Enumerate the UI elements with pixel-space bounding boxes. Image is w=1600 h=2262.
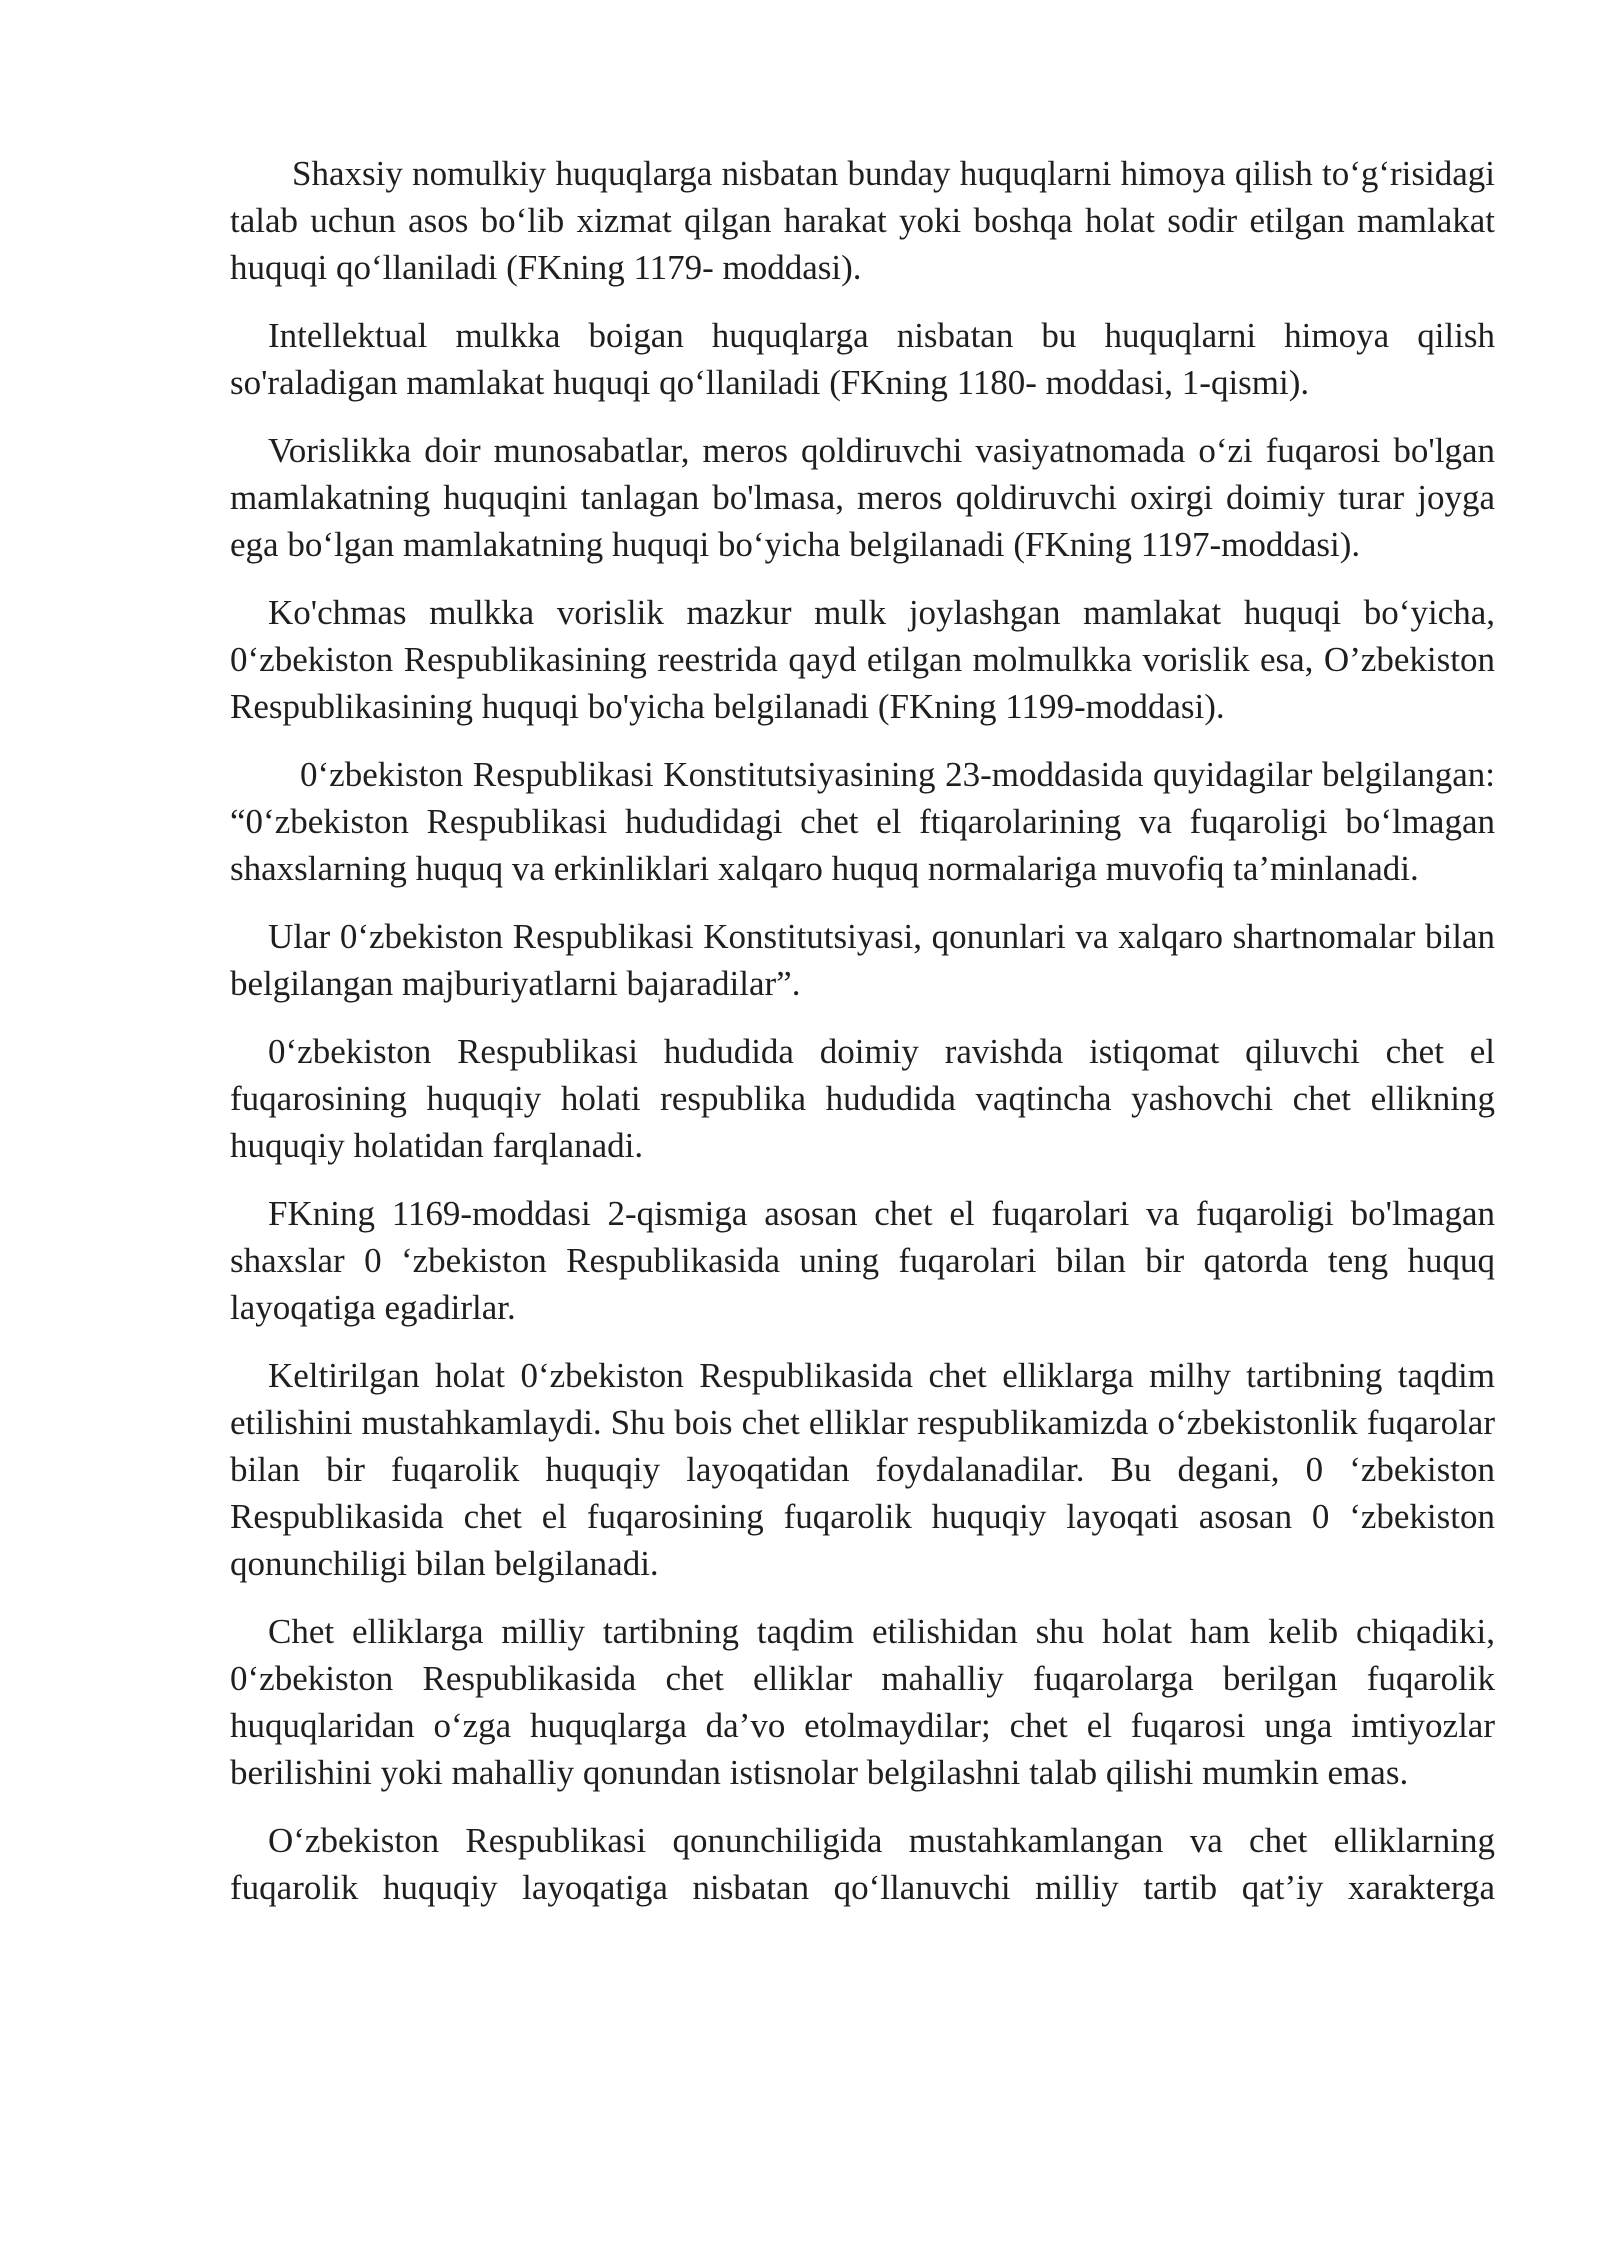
paragraph-10: Chet elliklarga milliy tartibning taqdim etilishidan shu holat ham kelib chiqadiki, 0‘zbekiston Respublikasida chet elliklar mahalliy fuqarolarga berilgan fuqarolik huquqlaridan o‘zga huquqlarga da’vo etolmaydilar; chet el fuqarosi unga imtiyozlar berilishini yoki mahalliy qonundan istisnolar belgilashni talab qilishi mumkin emas. <box>230 1612 1495 1792</box>
paragraph-3: Vorislikka doir munosabatlar, meros qoldiruvchi vasiyatnomada o‘zi fuqarosi bo'lgan mamlakatning huquqini tanlagan bo'lmasa, meros qoldiruvchi oxirgi doimiy turar joyga ega bo‘lgan mamlakatning huquqi bo‘yicha belgilanadi (FKning 1197-moddasi). <box>230 431 1495 564</box>
paragraph-8: FKning 1169-moddasi 2-qismiga asosan chet el fuqarolari va fuqaroligi bo'lmagan shaxslar 0 ‘zbekiston Respublikasida uning fuqarolari bilan bir qatorda teng huquq layoqatiga egadirlar. <box>230 1194 1495 1327</box>
paragraph-7: 0‘zbekiston Respublikasi hududida doimiy ravishda istiqomat qiluvchi chet el fuqarosining huquqiy holati respublika hududida vaqtincha yashovchi chet ellikning huquqiy holatidan farqlanadi. <box>230 1032 1495 1165</box>
paragraph-11: O‘zbekiston Respublikasi qonunchiligida mustahkamlangan va chet elliklarning fuqarolik huquqiy layoqatiga nisbatan qo‘llanuvchi milliy tartib qat’iy xarakterga <box>230 1821 1495 1907</box>
paragraph-5: 0‘zbekiston Respublikasi Konstitutsiyasining 23-moddasida quyidagilar belgilangan: “0‘zbekiston Respublikasi hududidagi chet el ftiqarolarining va fuqaroligi bo‘lmagan shaxslarning huquq va erkinliklari xalqaro huquq normalariga muvofiq ta’minlanadi. <box>230 755 1495 888</box>
paragraph-6: Ular 0‘zbekiston Respublikasi Konstitutsiyasi, qonunlari va xalqaro shartnomalar bilan belgilangan majburiyatlarni bajaradilar”. <box>230 917 1495 1003</box>
paragraph-2: Intellektual mulkka boigan huquqlarga nisbatan bu huquqlarni himoya qilish so'raladigan mamlakat huquqi qo‘llaniladi (FKning 1180- moddasi, 1-qismi). <box>230 316 1495 402</box>
document-page <box>230 150 1495 1932</box>
paragraph-4: Ko'chmas mulkka vorislik mazkur mulk joylashgan mamlakat huquqi bo‘yicha, 0‘zbekiston Respublikasining reestrida qayd etilgan molmulkka vorislik esa, O’zbekiston Respublikasining huquqi bo'yicha belgilanadi (FKning 1199-moddasi). <box>230 593 1495 726</box>
paragraph-1: Shaxsiy nomulkiy huquqlarga nisbatan bunday huquqlarni himoya qilish to‘g‘risidagi talab uchun asos bo‘lib xizmat qilgan harakat yoki boshqa holat sodir etilgan mamlakat huquqi qo‘llaniladi (FKning 1179- moddasi). <box>230 154 1495 287</box>
paragraph-9: Keltirilgan holat 0‘zbekiston Respublikasida chet elliklarga milhy tartibning taqdim etilishini mustahkamlaydi. Shu bois chet elliklar respublikamizda o‘zbekistonlik fuqarolar bilan bir fuqarolik huquqiy layoqatidan foydalanadilar. Bu degani, 0 ‘zbekiston Respublikasida chet el fuqarosining fuqarolik huquqiy layoqati asosan 0 ‘zbekiston qonunchiligi bilan belgilanadi. <box>230 1356 1495 1583</box>
